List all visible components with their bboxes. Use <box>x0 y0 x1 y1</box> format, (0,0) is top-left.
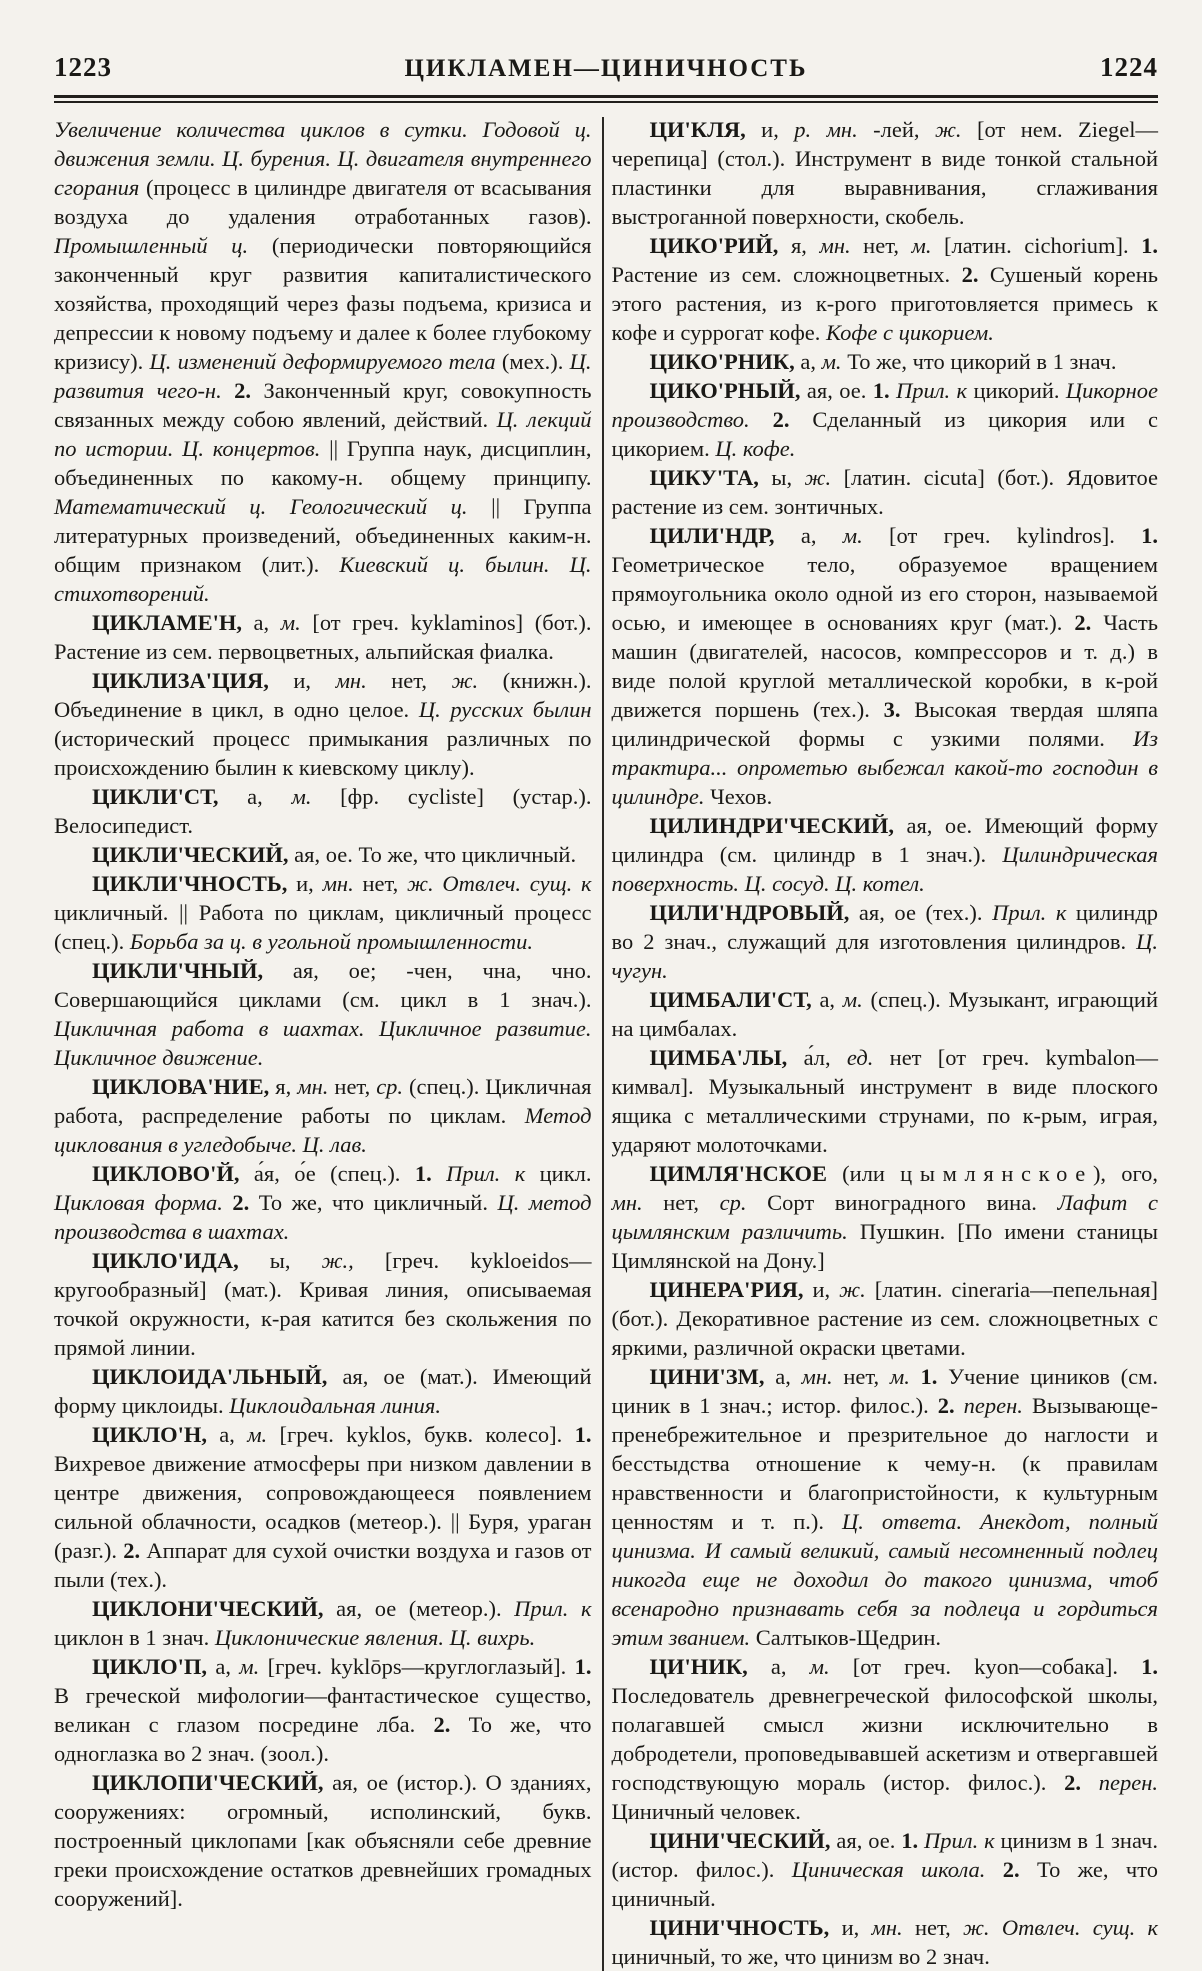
dictionary-entry <box>54 1362 592 1420</box>
entry-italic-text: м. <box>247 1422 280 1447</box>
entry-text: а, <box>800 349 822 374</box>
entry-italic-text: Из трактира... опрометью выбежал какой-то господин в цилиндре. <box>611 726 1158 809</box>
entry-italic-text: мн. <box>322 871 363 896</box>
running-head: ЦИКЛАМЕН—ЦИНИЧНОСТЬ <box>404 55 808 82</box>
entry-bold-text: 1. <box>414 1161 447 1186</box>
entry-italic-text: м. <box>280 610 313 635</box>
entry-italic-text: м. <box>809 1654 853 1679</box>
entry-text: цикл. <box>539 1161 592 1186</box>
entry-bold-text: ЦИНИ'ЗМ, <box>649 1364 776 1389</box>
entry-italic-text: ж. Отвлеч. сущ. к <box>407 871 592 896</box>
entry-text: (спец.). Музыкант, играющий на цимбалах. <box>611 987 1158 1041</box>
entry-bold-text: ЦИЛИНДРИ'ЧЕСКИЙ, <box>649 813 907 838</box>
dictionary-entry <box>54 1246 592 1362</box>
column-divider <box>602 117 604 1971</box>
entry-text: [латин. cineraria—пепельная] (бот.). Декоративное растение из сем. сложноцветных с яркими, различной окраски цветами. <box>611 1277 1158 1360</box>
entry-bold-text: ЦИКЛИЗА'ЦИЯ, <box>92 668 294 693</box>
entry-bold-text: 2. <box>232 1190 259 1215</box>
entry-text: В греческой мифологии—фантастическое существо, великан с глазом посредине лба. <box>54 1683 592 1737</box>
entry-bold-text: 2. <box>1074 610 1104 635</box>
dictionary-entry <box>54 1072 592 1159</box>
entry-bold-text: ЦИНИ'ЧЕСКИЙ, <box>649 1828 837 1853</box>
dictionary-entry <box>54 1594 592 1652</box>
entry-italic-text: Увеличение количества циклов в сутки. Годовой ц. движения земли. Ц. бурения. Ц. двигателя внутреннего сгорания <box>54 117 592 200</box>
entry-italic-text: Прил. к <box>924 1828 1001 1853</box>
entry-italic-text: Цикловая форма. <box>54 1190 233 1215</box>
entry-text: циклон в 1 знач. <box>54 1625 215 1650</box>
entry-text: [от греч. kyon—собака]. <box>852 1654 1142 1679</box>
entry-bold-text: ЦИКЛОПИ'ЧЕСКИЙ, <box>92 1770 333 1795</box>
entry-text: цикорий. <box>973 378 1066 403</box>
entry-bold-text: 1. <box>872 378 896 403</box>
page-number-left: 1223 <box>54 52 112 82</box>
entry-italic-text: мн. <box>335 668 392 693</box>
entry-text: Учение циников (см. циник в 1 знач.; истор. филос.). <box>611 1364 1158 1418</box>
entry-italic-text: Ц. развития чего-н. <box>54 349 592 403</box>
entry-text: а, <box>770 1654 810 1679</box>
entry-italic-text: Математический ц. Геологический ц. <box>54 494 492 519</box>
entry-text: Аппарат для сухой очистки воздуха и газов от пыли (тех.). <box>54 1538 592 1592</box>
entry-text: То же, что цикличный. <box>258 1190 498 1215</box>
entry-bold-text: 1. <box>1141 1654 1158 1679</box>
entry-text: а, <box>247 784 292 809</box>
entry-text: нет, <box>391 668 452 693</box>
entry-italic-text: м. <box>842 987 871 1012</box>
entry-text: || Группа литературных произведений, объединенных каким-н. общим признаком (лит.). <box>54 494 592 577</box>
entry-continuation <box>54 115 592 608</box>
entry-text: [от греч. kylindros]. <box>889 523 1142 548</box>
dictionary-entry <box>612 231 1159 347</box>
entry-text: (или <box>842 1161 901 1186</box>
entry-bold-text: 1. <box>901 1828 925 1853</box>
entry-text: [от нем. Ziegel—черепица] (стол.). Инструмент в виде тонкой стальной пластинки для выравнивания, сглаживания выстроганной поверхности, скобель. <box>611 117 1158 229</box>
entry-italic-text: Цикличная работа в шахтах. Цикличное развитие. Цикличное движение. <box>54 1016 592 1070</box>
dictionary-entry <box>54 608 592 666</box>
entry-italic-text: Циклоидальная линия. <box>229 1393 441 1418</box>
entry-text: я, <box>790 233 820 258</box>
entry-text: Вызывающе-пренебрежительное и презрительное до наглости и бесстыдства отношение к чему-н. (к правилам нравственности и благопристойности, к культурным ценностям и т. п.). <box>611 1393 1158 1534</box>
dictionary-entry <box>612 1043 1159 1159</box>
entry-text: [греч. kyklos, букв. колесо]. <box>279 1422 575 1447</box>
entry-bold-text: 1. <box>574 1654 592 1679</box>
entry-text: ы, <box>269 1248 322 1273</box>
entry-text: Пушкин. [По имени станицы Цимлянской на Дону.] <box>611 1219 1158 1273</box>
entry-bold-text: 1. <box>920 1364 949 1389</box>
entry-text: ая, ое. <box>836 1828 902 1853</box>
entry-bold-text: 1. <box>1141 523 1159 548</box>
entry-text: То же, что циничный. <box>611 1857 1159 1911</box>
entry-text: нет, <box>362 871 408 896</box>
text-columns <box>54 115 1158 1971</box>
entry-text: -лей, <box>873 117 935 142</box>
entry-italic-text: ед. <box>846 1045 890 1070</box>
entry-bold-text: ЦИ'КЛЯ, <box>649 117 762 142</box>
entry-text: Чехов. <box>710 784 773 809</box>
entry-text: нет, <box>914 1915 963 1940</box>
entry-bold-text: ЦИКО'РНИК, <box>649 349 801 374</box>
entry-text: ая, ое. Имеющий форму цилиндра (см. цилиндр в 1 знач.). <box>611 813 1158 867</box>
entry-text: ая, ое. <box>806 378 873 403</box>
entry-text: а, <box>775 1364 802 1389</box>
entry-text: (книжн.). Объединение в цикл, в одно целое. <box>54 668 592 722</box>
entry-text: [латин. cicuta] (бот.). Ядовитое растение из сем. зонтичных. <box>611 465 1158 519</box>
entry-text: ая, ое (истор.). О зданиях, сооружениях: огромный, исполинский, букв. построенный циклопами [как объясняли себе древние греки происхождение остатков древнейших громадных сооружений]. <box>54 1770 592 1911</box>
entry-italic-text: Прил. к <box>992 900 1076 925</box>
entry-text: а, <box>819 987 843 1012</box>
entry-bold-text: ЦИМБАЛИ'СТ, <box>649 987 820 1012</box>
entry-text: и, <box>761 117 795 142</box>
entry-italic-text: перен. <box>1098 1770 1159 1795</box>
entry-bold-text: 2. <box>234 378 264 403</box>
entry-text: нет, <box>334 1074 377 1099</box>
entry-text: (мех.). <box>501 349 570 374</box>
entry-italic-text: Промышленный ц. <box>54 233 272 258</box>
entry-italic-text: Ц. ответа. Анекдот, полный цинизма. И самый великий, самый несомненный подлец никогда еще не доходил до такого цинизма, чтоб всенародно признавать себя за подлеца и гордиться этим званием. <box>611 1509 1158 1650</box>
dictionary-entry <box>54 1420 592 1594</box>
dictionary-entry <box>612 1275 1159 1362</box>
entry-text: (периодически повторяющийся законченный круг развития капиталистического хозяйства, проходящий через фазы подъема, кризиса и депрессии к новому подъему и далее к более глубокому кризису). <box>54 233 592 374</box>
entry-bold-text: ЦИКЛОИДА'ЛЬНЫЙ, <box>92 1364 343 1389</box>
dictionary-entry <box>54 869 592 956</box>
entry-bold-text: ЦИКУ'ТА, <box>649 465 772 490</box>
entry-bold-text: 2. <box>961 262 990 287</box>
entry-text: цикличный. || Работа по циклам, цикличный процесс (спец.). <box>54 900 592 954</box>
entry-text: а, <box>800 523 843 548</box>
entry-italic-text: ж. <box>451 668 503 693</box>
entry-bold-text: ЦИНЕРА'РИЯ, <box>649 1277 813 1302</box>
entry-text: ), ого, <box>1092 1161 1158 1186</box>
entry-bold-text: ЦИЛИ'НДРОВЫЙ, <box>649 900 859 925</box>
entry-italic-text: Ц. лекций по истории. Ц. концертов. <box>54 407 592 461</box>
entry-bold-text: 2. <box>1064 1770 1099 1795</box>
entry-text: Сорт виноградного вина. <box>767 1190 1058 1215</box>
entry-bold-text: ЦИКЛИ'ЧНЫЙ, <box>92 958 293 983</box>
entry-text: а, <box>219 1422 248 1447</box>
dictionary-entry <box>54 1652 592 1768</box>
entry-text: [греч. kykloeidos—кругообразный] (мат.). Кривая линия, описываемая точкой окружности, к-рая катится без скольжения по прямой линии. <box>54 1248 592 1360</box>
entry-bold-text: 3. <box>883 697 915 722</box>
entry-text: и, <box>293 668 336 693</box>
entry-bold-text: ЦИКЛИ'СТ, <box>92 784 248 809</box>
dictionary-entry <box>612 115 1159 231</box>
dictionary-entry <box>54 666 592 782</box>
entry-italic-text: мн. <box>819 233 864 258</box>
entry-text: Законченный круг, совокупность связанных между собою явлений, действий. <box>54 378 592 432</box>
entry-text: || Группа наук, дисциплин, объединенных по какому-н. общему принципу. <box>54 436 592 490</box>
entry-text: ая, ое (тех.). <box>858 900 993 925</box>
entry-italic-text: Цикорное производство. <box>611 378 1158 432</box>
entry-bold-text: ЦИКЛАМЕ'Н, <box>92 610 254 635</box>
entry-italic-text: ж., <box>321 1248 385 1273</box>
page-header <box>54 52 1158 83</box>
dictionary-entry <box>612 1913 1159 1971</box>
entry-text: [латин. cichorium]. <box>944 233 1142 258</box>
entry-text: Сделанный из цикория или с цикорием. <box>611 407 1158 461</box>
entry-text: ая, ое (метеор.). <box>336 1596 515 1621</box>
entry-italic-text: м. <box>291 784 341 809</box>
entry-text: Салтыков-Щедрин. <box>755 1625 942 1650</box>
dictionary-entry <box>54 1159 592 1246</box>
entry-italic-text: ж. Отвлеч. сущ. к <box>963 1915 1158 1940</box>
entry-bold-text: ЦИКЛО'П, <box>92 1654 216 1679</box>
entry-text: и, <box>296 871 323 896</box>
entry-text: а́я, о́е (спец.). <box>253 1161 415 1186</box>
entry-bold-text: ЦИКЛОВА'НИЕ, <box>92 1074 276 1099</box>
entry-italic-text: Борьба за ц. в угольной промышленности. <box>129 929 533 954</box>
entry-bold-text: ЦИКО'РНЫЙ, <box>649 378 807 403</box>
entry-text: нет, <box>863 233 912 258</box>
entry-italic-text: Прил. к <box>446 1161 540 1186</box>
entry-text: нет, <box>843 1364 890 1389</box>
entry-text: Вихревое движение атмосферы при низком давлении в центре движения, сопровождающееся появлением сильной облачности, осадков (метеор.). || Буря, ураган (разг.). <box>54 1451 592 1563</box>
entry-text: Геометрическое тело, образуемое вращением прямоугольника около одной из его сторон, называемой осью, и имеющее в основаниях круг (мат.). <box>611 552 1158 635</box>
entry-bold-text: ЦИКЛОНИ'ЧЕСКИЙ, <box>92 1596 337 1621</box>
entry-text: То же, что цикорий в 1 знач. <box>847 349 1117 374</box>
entry-italic-text: Лафит с цымлянским различить. <box>611 1190 1158 1244</box>
header-double-rule <box>54 95 1158 103</box>
entry-italic-text: м. <box>821 349 848 374</box>
entry-bold-text: ЦИКЛОВО'Й, <box>92 1161 254 1186</box>
entry-italic-text: ж. <box>804 465 844 490</box>
entry-italic-text: Цилиндрическая поверхность. Ц. сосуд. Ц. котел. <box>611 842 1158 896</box>
entry-text: Часть машин (двигателей, насосов, компрессоров и т. д.) в виде полой круглой металлической коробки, в к-рой движется поршень (тех.). <box>611 610 1159 722</box>
entry-italic-text: ж. <box>934 117 977 142</box>
dictionary-entry <box>54 1768 592 1913</box>
entry-italic-text: м. <box>239 1654 268 1679</box>
dictionary-entry <box>612 1652 1159 1826</box>
entry-text: Последователь древнегреческой философской школы, полагавшей смысл жизни исключительно в добродетели, проповедывавшей аскетизм и отвергавшей господствующую мораль (истор. филос.). <box>611 1683 1158 1795</box>
entry-italic-text: р. мн. <box>794 117 874 142</box>
dictionary-entry <box>612 811 1159 898</box>
dictionary-entry <box>54 956 592 1072</box>
dictionary-entry <box>612 347 1159 376</box>
entry-italic-text: Прил. к <box>514 1596 592 1621</box>
entry-text: (процесс в цилиндре двигателя от всасывания воздуха до удаления отработанных газов). <box>54 175 592 229</box>
dictionary-entry <box>612 898 1159 985</box>
entry-italic-text: мн. <box>297 1074 335 1099</box>
entry-italic-text: мн. <box>611 1190 664 1215</box>
entry-italic-text: м. <box>889 1364 921 1389</box>
entry-text: а, <box>253 610 281 635</box>
entry-italic-text: Ц. чугун. <box>611 929 1158 983</box>
entry-text: ая, ое. То же, что цикличный. <box>294 842 577 867</box>
entry-bold-text: ЦИКЛИ'ЧЕСКИЙ, <box>92 842 295 867</box>
entry-italic-text: перен. <box>963 1393 1032 1418</box>
entry-italic-text: м. <box>911 233 945 258</box>
entry-text: ая, ое (мат.). Имеющий форму циклоиды. <box>54 1364 592 1418</box>
entry-text: нет [от греч. kymbalon—кимвал]. Музыкальный инструмент в виде плоского ящика с металлическими струнами, по к-рым, играя, ударяют молоточками. <box>611 1045 1158 1157</box>
right-column <box>612 115 1159 1971</box>
entry-bold-text: ЦИКЛО'ИДА, <box>92 1248 270 1273</box>
entry-bold-text: 2. <box>1002 1857 1038 1882</box>
entry-text: (исторический процесс примыкания различных по происхождению былин к киевскому циклу). <box>54 726 592 780</box>
entry-bold-text: 2. <box>123 1538 147 1563</box>
dictionary-entry <box>54 840 592 869</box>
entry-text: ая, ое; -чен, чна, чно. Совершающийся циклами (см. цикл в 1 знач.). <box>54 958 592 1012</box>
dictionary-entry <box>612 1159 1159 1275</box>
entry-italic-text: мн. <box>801 1364 844 1389</box>
entry-bold-text: 1. <box>1141 233 1159 258</box>
entry-italic-text: ж. <box>839 1277 875 1302</box>
entry-bold-text: ЦИЛИ'НДР, <box>649 523 801 548</box>
entry-text: а́л, <box>803 1045 847 1070</box>
entry-italic-text: Циническая школа. <box>791 1857 1003 1882</box>
dictionary-entry <box>612 376 1159 463</box>
entry-italic-text: м. <box>842 523 890 548</box>
entry-italic-text: ср. <box>376 1074 410 1099</box>
entry-text: ы, <box>771 465 805 490</box>
left-column <box>54 115 592 1971</box>
entry-text: цилиндр во 2 знач., служащий для изготовления цилиндров. <box>611 900 1159 954</box>
entry-text: Высокая твердая шляпа цилиндрической формы с узкими полями. <box>611 697 1158 751</box>
entry-italic-text: ср. <box>719 1190 768 1215</box>
entry-italic-text: Циклонические явления. Ц. вихрь. <box>214 1625 536 1650</box>
entry-italic-text: Ц. изменений деформируемого тела <box>149 349 502 374</box>
entry-text: цымлянское <box>900 1161 1093 1186</box>
entry-italic-text: Кофе с цикорием. <box>826 320 994 345</box>
entry-text: и, <box>812 1277 840 1302</box>
entry-text: нет, <box>663 1190 720 1215</box>
entry-italic-text: Киевский ц. былин. Ц. стихотворений. <box>54 552 592 606</box>
entry-bold-text: ЦИМЛЯ'НСКОЕ <box>649 1161 843 1186</box>
page-number-right: 1224 <box>1100 52 1158 82</box>
entry-bold-text: ЦИНИ'ЧНОСТЬ, <box>649 1915 842 1940</box>
entry-italic-text: мн. <box>871 1915 915 1940</box>
entry-bold-text: ЦИКО'РИЙ, <box>649 233 791 258</box>
entry-italic-text: Метод циклования в угледобыче. Ц. лав. <box>54 1103 592 1157</box>
dictionary-entry <box>612 463 1159 521</box>
entry-text: [фр. cycliste] (устар.). Велосипедист. <box>54 784 592 838</box>
entry-bold-text: 2. <box>772 407 813 432</box>
entry-bold-text: 2. <box>937 1393 964 1418</box>
entry-italic-text: Ц. русских былин <box>418 697 592 722</box>
entry-text: То же, что одноглазка во 2 знач. (зоол.). <box>54 1712 592 1766</box>
entry-text: циничный, то же, что цинизм во 2 знач. <box>611 1944 990 1969</box>
entry-bold-text: 2. <box>433 1712 469 1737</box>
dictionary-entry <box>612 521 1159 811</box>
entry-bold-text: ЦИ'НИК, <box>649 1654 771 1679</box>
entry-italic-text: Ц. кофе. <box>715 436 796 461</box>
entry-text: а, <box>215 1654 240 1679</box>
entry-text: [от греч. kyklaminos] (бот.). Растение из сем. первоцветных, альпийская фиалка. <box>54 610 592 664</box>
entry-bold-text: ЦИКЛО'Н, <box>92 1422 220 1447</box>
entry-text: я, <box>275 1074 298 1099</box>
dictionary-entry <box>612 1362 1159 1652</box>
entry-bold-text: 1. <box>574 1422 592 1447</box>
dictionary-entry <box>54 782 592 840</box>
entry-italic-text: Ц. метод производства в шахтах. <box>54 1190 592 1244</box>
dictionary-entry <box>612 985 1159 1043</box>
entry-text: (спец.). Цикличная работа, распределение работы по циклам. <box>54 1074 592 1128</box>
entry-text: Сушеный корень этого растения, из к-рого приготовляется примесь к кофе и суррогат кофе. <box>611 262 1158 345</box>
entry-bold-text: ЦИМБА'ЛЫ, <box>649 1045 804 1070</box>
entry-text: и, <box>841 1915 872 1940</box>
entry-text: [греч. kyklōps—круглоглазый]. <box>267 1654 575 1679</box>
entry-italic-text: Прил. к <box>895 378 974 403</box>
entry-bold-text: ЦИКЛИ'ЧНОСТЬ, <box>92 871 297 896</box>
entry-text: Растение из сем. сложноцветных. <box>611 262 962 287</box>
entry-text: цинизм в 1 знач. (истор. филос.). <box>611 1828 1158 1882</box>
entry-text: Циничный человек. <box>611 1799 801 1824</box>
